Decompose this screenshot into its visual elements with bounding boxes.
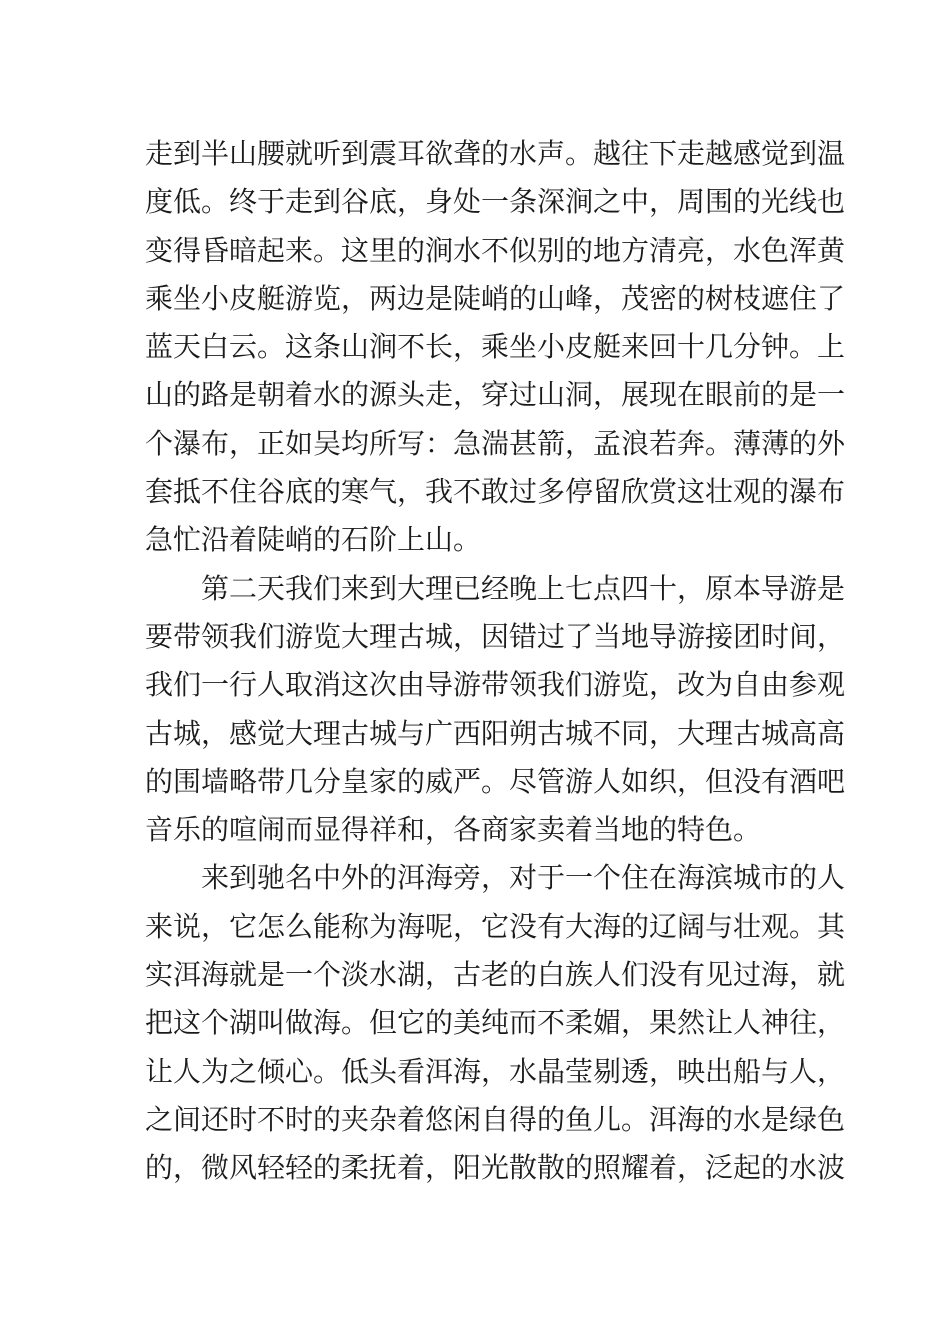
text-line: 蓝天白云。这条山涧不长，乘坐小皮艇来回十几分钟。上 [145,330,846,364]
text-line: 套抵不住谷底的寒气，我不敢过多停留欣赏这壮观的瀑布 [145,475,846,509]
text-line: 把这个湖叫做海。但它的美纯而不柔媚，果然让人神往， [145,1006,846,1040]
text-line: 乘坐小皮艇游览，两边是陡峭的山峰，茂密的树枝遮住了 [145,281,846,315]
text-line: 急忙沿着陡峭的石阶上山。 [145,523,482,557]
text-line: 个瀑布，正如吴均所写：急湍甚箭，孟浪若奔。薄薄的外 [145,426,846,460]
text-line: 山的路是朝着水的源头走，穿过山洞，展现在眼前的是一 [145,378,846,412]
body-text [145,130,846,1193]
text-line: 之间还时不时的夹杂着悠闲自得的鱼儿。洱海的水是绿色 [145,1102,846,1136]
text-line: 的，微风轻轻的柔抚着，阳光散散的照耀着，泛起的水波 [145,1151,846,1185]
text-line: 让人为之倾心。低头看洱海，水晶莹剔透，映出船与人， [145,1054,846,1088]
text-line: 要带领我们游览大理古城，因错过了当地导游接团时间， [145,619,846,653]
text-line: 实洱海就是一个淡水湖，古老的白族人们没有见过海，就 [145,958,846,992]
text-line: 的围墙略带几分皇家的威严。尽管游人如织，但没有酒吧 [145,764,846,798]
paragraph-first-line: 第二天我们来到大理已经晚上七点四十，原本导游是 [201,571,846,605]
text-line: 变得昏暗起来。这里的涧水不似别的地方清亮，水色浑黄 [145,233,846,267]
text-line: 走到半山腰就听到震耳欲聋的水声。越往下走越感觉到温 [145,137,846,170]
text-line: 度低。终于走到谷底，身处一条深涧之中，周围的光线也 [145,185,846,219]
text-line: 来说，它怎么能称为海呢，它没有大海的辽阔与壮观。其 [145,909,846,943]
paragraph-first-line: 来到驰名中外的洱海旁，对于一个住在海滨城市的人 [201,861,846,895]
text-line: 音乐的喧闹而显得祥和，各商家卖着当地的特色。 [145,813,762,847]
text-line: 我们一行人取消这次由导游带领我们游览，改为自由参观 [145,668,846,702]
text-line: 古城，感觉大理古城与广西阳朔古城不同，大理古城高高 [145,716,846,750]
